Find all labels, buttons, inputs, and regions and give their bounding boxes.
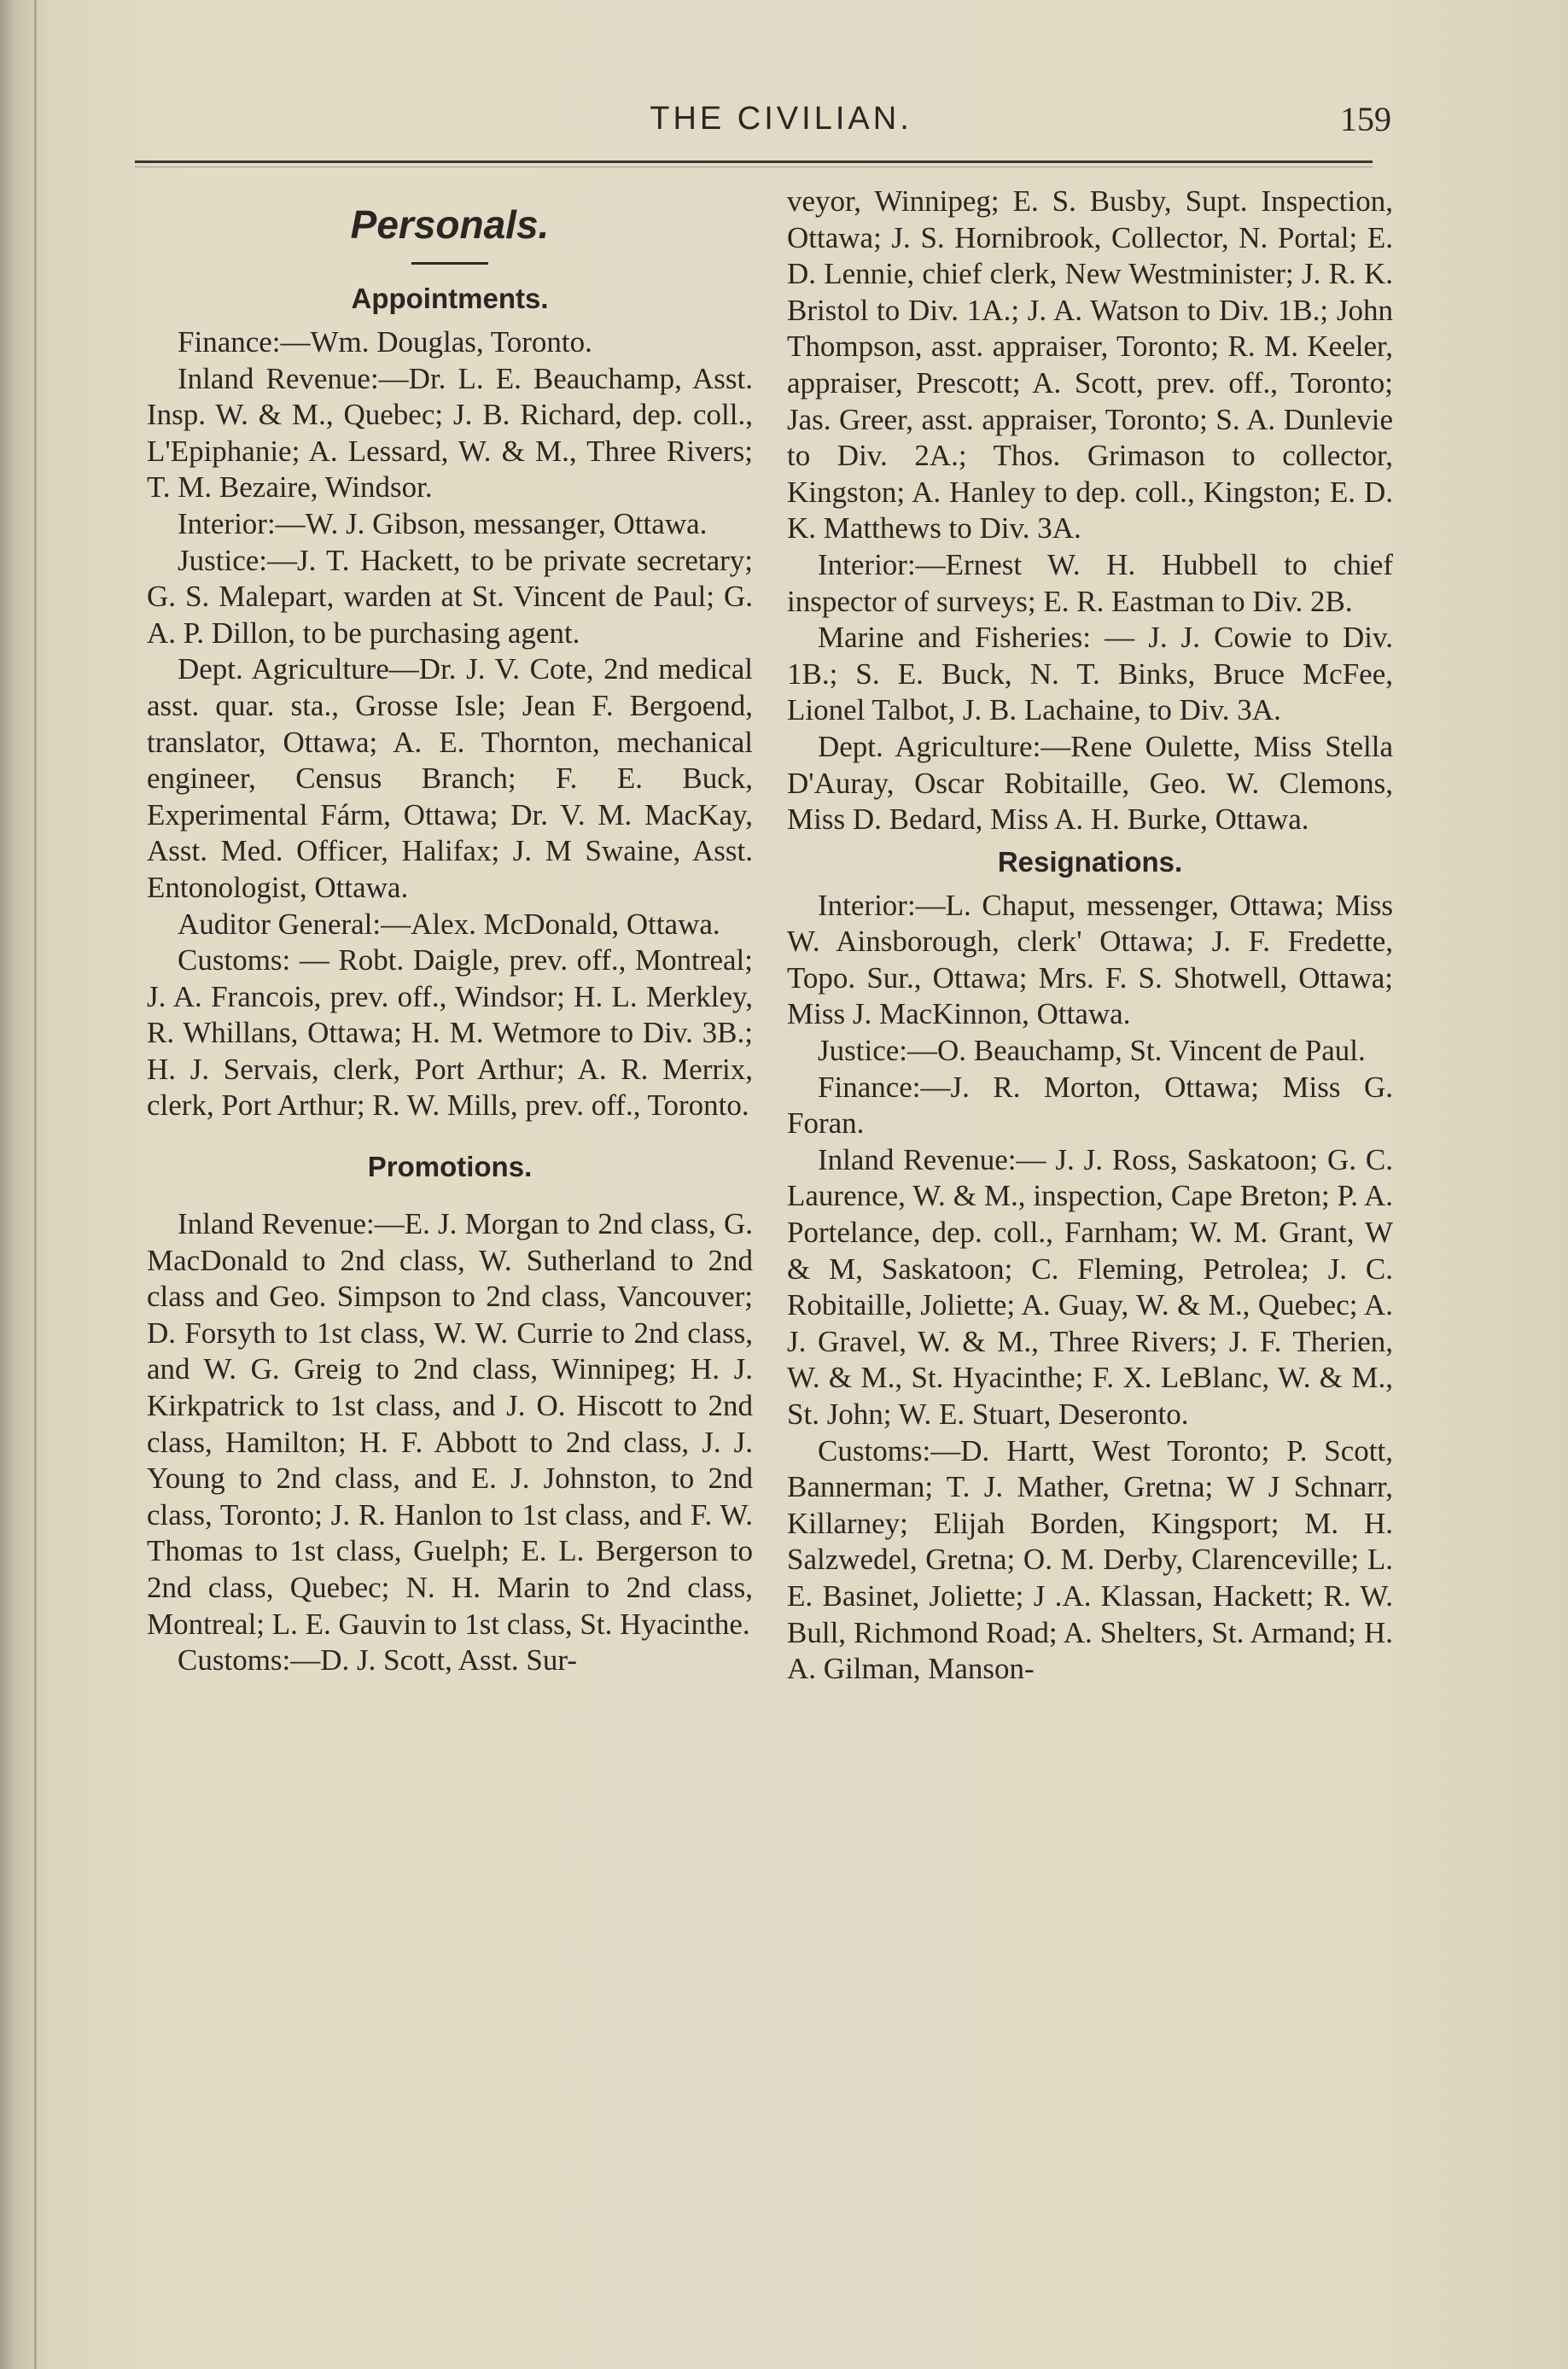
subhead-promotions: Promotions. xyxy=(367,1151,533,1183)
subhead-appointments: Appointments. xyxy=(351,283,549,314)
appointment-entry: Auditor General:—Alex. McDonald, Ottawa. xyxy=(178,907,720,941)
promotion-entry: Marine and Fisheries: — J. J. Cowie to Div. 1B.; S. E. Buck, N. T. Binks, Bruce McFee, Lionel Talbot, J. B. Lachaine, to Div. 3A. xyxy=(787,621,1393,727)
resignation-entry: Interior:—L. Chaput, messenger, Ottawa; Miss W. Ainsborough, clerk' Ottawa; J. F. Fredette, Topo. Sur., Ottawa; Mrs. F. S. Shotwell, Ottawa; Miss J. MacKinnon, Ottawa. xyxy=(787,888,1393,1031)
appointment-entry: Inland Revenue:—Dr. L. E. Beauchamp, Asst. Insp. W. & M., Quebec; J. B. Richard, dep. coll., L'Epiphanie; A. Lessard, W. & M., Three Rivers; T. M. Bezaire, Windsor. xyxy=(147,361,753,505)
promotion-entry: Dept. Agriculture:—Rene Oulette, Miss Stella D'Auray, Oscar Robitaille, Geo. W. Clemons, Miss D. Bedard, Miss A. H. Burke, Ottawa. xyxy=(787,729,1393,837)
page-number: 159 xyxy=(1340,100,1391,138)
title-rule xyxy=(411,262,488,265)
binding-gutter xyxy=(34,0,37,2369)
resignation-entry: Finance:—J. R. Morton, Ottawa; Miss G. Foran. xyxy=(787,1070,1393,1141)
appointment-entry: Finance:—Wm. Douglas, Toronto. xyxy=(178,325,592,359)
section-title: Personals. xyxy=(350,202,550,247)
appointment-entry: Customs: — Robt. Daigle, prev. off., Montreal; J. A. Francois, prev. off., Windsor; H. L. Merkley, R. Whillans, Ottawa; H. M. Wetmore to Div. 3B.; H. J. Servais, clerk, Port Arthur; A. R. Merrix, clerk, Port Arthur; R. W. Mills, prev. off., Toronto. xyxy=(147,943,753,1123)
running-title: THE CIVILIAN. xyxy=(650,101,912,137)
right-column xyxy=(787,184,1393,1688)
appointment-entry: Dept. Agriculture—Dr. J. V. Cote, 2nd medical asst. quar. sta., Grosse Isle; Jean F. Bergoend, translator, Ottawa; A. E. Thornton, mechanical engineer, Census Branch; F. E. Buck, Experimental Fárm, Ottawa; Dr. V. M. MacKay, Asst. Med. Officer, Halifax; J. M Swaine, Asst. Entonologist, Ottawa. xyxy=(147,652,753,904)
promotion-entry: Customs:—D. J. Scott, Asst. Sur- xyxy=(178,1643,577,1678)
left-column xyxy=(147,184,753,1679)
header-rule-thin xyxy=(135,166,1373,167)
promotion-entry-continued: veyor, Winnipeg; E. S. Busby, Supt. Inspection, Ottawa; J. S. Hornibrook, Collector, N. Portal; E. D. Lennie, chief clerk, New Westminister; J. R. K. Bristol to Div. 1A.; J. A. Watson to Div. 1B.; John Thompson, asst. appraiser, Toronto; R. M. Keeler, appraiser, Prescott; A. Scott, prev. off., Toronto; Jas. Greer, asst. appraiser, Toronto; S. A. Dunlevie to Div. 2A.; Thos. Grimason to collector, Kingston; A. Hanley to dep. coll., Kingston; E. D. K. Matthews to Div. 3A. xyxy=(787,184,1393,546)
promotion-entry: Interior:—Ernest W. H. Hubbell to chief inspector of surveys; E. R. Eastman to Div. 2B. xyxy=(787,547,1393,618)
subhead-resignations: Resignations. xyxy=(997,845,1183,878)
appointment-entry: Justice:—J. T. Hackett, to be private secretary; G. S. Malepart, warden at St. Vincent de Paul; G. A. P. Dillon, to be purchasing agent. xyxy=(147,543,753,650)
resignation-entry: Inland Revenue:— J. J. Ross, Saskatoon; G. C. Laurence, W. & M., inspection, Cape Breton; P. A. Portelance, dep. coll., Farnham; W. M. Grant, W & M, Saskatoon; C. Fleming, Petrolea; J. C. Robitaille, Joliette; A. Guay, W. & M., Quebec; A. J. Gravel, W. & M., Three Rivers; J. F. Therien, W. & M., St. Hyacinthe; F. X. LeBlanc, W. & M., St. John; W. E. Stuart, Deseronto. xyxy=(787,1142,1393,1431)
resignation-entry: Customs:—D. Hartt, West Toronto; P. Scott, Bannerman; T. J. Mather, Gretna; W J Schnarr, Killarney; Elijah Borden, Kingsport; M. H. Salzwedel, Gretna; O. M. Derby, Clarenceville; L. E. Basinet, Joliette; J .A. Klassan, Hackett; R. W. Bull, Richmond Road; A. Shelters, St. Armand; H. A. Gilman, Manson- xyxy=(787,1433,1393,1686)
resignation-entry: Justice:—O. Beauchamp, St. Vincent de Paul. xyxy=(818,1034,1366,1068)
header-rule xyxy=(135,160,1373,163)
promotion-entry: Inland Revenue:—E. J. Morgan to 2nd class, G. MacDonald to 2nd class, W. Sutherland to 2nd class and Geo. Simpson to 2nd class, Vancouver; D. Forsyth to 1st class, W. W. Currie to 2nd class, and W. G. Greig to 2nd class, Winnipeg; H. J. Kirkpatrick to 1st class, and J. O. Hiscott to 2nd class, Hamilton; H. F. Abbott to 2nd class, J. J. Young to 2nd class, and E. J. Johnston, to 2nd class, Toronto; J. R. Hanlon to 1st class, and F. W. Thomas to 1st class, Guelph; E. L. Bergerson to 2nd class, Quebec; N. H. Marin to 2nd class, Montreal; L. E. Gauvin to 1st class, St. Hyacinthe. xyxy=(147,1207,753,1641)
appointment-entry: Interior:—W. J. Gibson, messanger, Ottawa. xyxy=(178,506,708,540)
